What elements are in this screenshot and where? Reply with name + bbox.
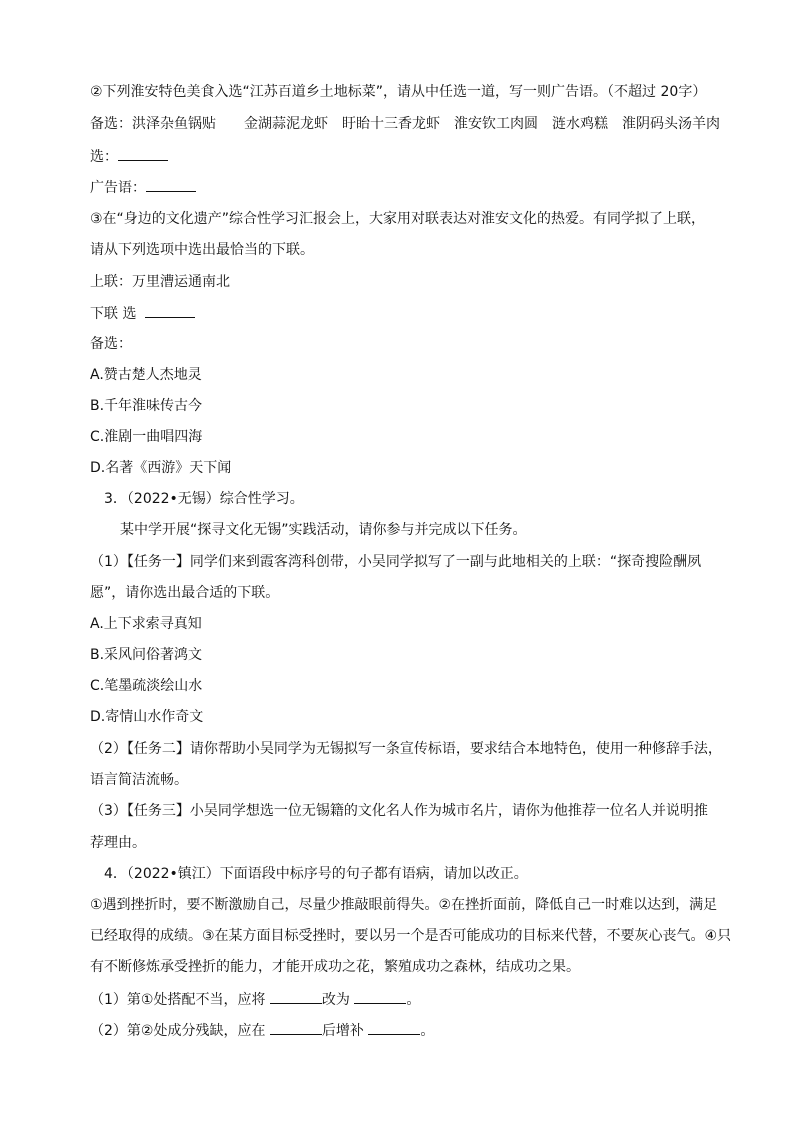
options-label: 备选：	[90, 116, 132, 132]
sub2-middle: 后增补	[321, 1023, 364, 1039]
q4-sub1	[90, 989, 420, 1010]
q3-task3-line2: 荐理由。	[90, 835, 146, 851]
sub1-middle: 改为	[321, 992, 350, 1008]
q2-item2-prompt: ②下列淮安特色美食入选“江苏百道乡土地标菜”，请从中任选一道，写一则广告语。（不超过 20字）	[90, 84, 707, 100]
q2-food-options	[90, 114, 720, 134]
sub1-blank-original[interactable]	[270, 989, 322, 1004]
food-option: 淮阴码头汤羊肉	[622, 116, 720, 132]
food-option: 洪泽杂鱼锅贴	[132, 116, 216, 132]
upper-couplet: 上联：万里漕运通南北	[90, 274, 230, 290]
choice-item: B.采风问俗著鸿文	[90, 647, 203, 663]
q4-para-line3: 有不断修炼承受挫折的能力，才能开成功之花，繁殖成功之森林，结成功之果。	[90, 959, 580, 975]
slogan-label: 广告语：	[90, 180, 146, 196]
choice-item: C.淮剧一曲唱四海	[90, 429, 203, 445]
food-option: 淮安钦工肉圆	[454, 116, 538, 132]
select-blank[interactable]	[118, 146, 168, 161]
choice-item: B.千年淮味传古今	[90, 398, 203, 414]
slogan-blank[interactable]	[146, 177, 196, 192]
food-option: 金湖蒜泥龙虾	[244, 116, 328, 132]
q4-header: 4．（2022•镇江）下面语段中标序号的句子都有语病，请加以改正。	[104, 866, 528, 882]
food-option: 盱眙十三香龙虾	[342, 116, 440, 132]
choice-item: A.上下求索寻真知	[90, 616, 202, 632]
food-option: 涟水鸡糕	[552, 116, 608, 132]
q3-task2-line2: 语言简洁流畅。	[90, 772, 188, 788]
sub1-blank-correction[interactable]	[354, 989, 406, 1004]
lower-couplet-blank[interactable]	[145, 303, 195, 318]
q3-task1-line2: 愿”，请你选出最合适的下联。	[90, 585, 280, 601]
q3-task3-line1: （3）【任务三】小吴同学想选一位无锡籍的文化名人作为城市名片，请你为他推荐一位名人并说明推	[90, 803, 708, 819]
end-mark: 。	[406, 992, 421, 1008]
lower-couplet-label: 下联 选	[90, 306, 137, 322]
sub2-blank-addition[interactable]	[368, 1020, 420, 1035]
q4-para-line2: 已经取得的成绩。③在某方面目标受挫时，要以另一个是否可能成功的目标来代替，不要灰心丧气。④只	[90, 928, 732, 944]
q2-item3-line1: ③在“身边的文化遗产”综合性学习汇报会上，大家用对联表达对淮安文化的热爱。有同学拟了上联，	[90, 211, 706, 227]
end-mark: 。	[420, 1023, 435, 1039]
lower-couplet-line	[90, 303, 195, 324]
choice-item: D.名著《西游》天下闻	[90, 460, 232, 476]
choice-item: D.寄情山水作奇文	[90, 709, 204, 725]
q2-slogan-line	[90, 177, 196, 198]
q2-beixuan-label: 备选：	[90, 336, 132, 352]
q3-header: 3．（2022•无锡）综合性学习。	[104, 491, 304, 507]
choice-item: C.笔墨疏淡绘山水	[90, 678, 203, 694]
q4-para-line1: ①遇到挫折时，要不断激励自己，尽量少推敲眼前得失。②在挫折面前，降低自己一时难以达到，满足	[90, 897, 718, 913]
select-label: 选：	[90, 149, 118, 165]
sub2-prefix: （2）第②处成分残缺，应在	[90, 1023, 266, 1039]
q2-item3-line2: 请从下列选项中选出最恰当的下联。	[90, 242, 314, 258]
q2-select-line	[90, 146, 168, 167]
q3-task1-line1: （1）【任务一】同学们来到霞客湾科创带，小吴同学拟写了一副与此地相关的上联：“探奇搜险酬夙	[90, 554, 702, 570]
q4-sub2	[90, 1020, 434, 1041]
q3-task2-line1: （2）【任务二】请你帮助小吴同学为无锡拟写一条宣传标语，要求结合本地特色，使用一种修辞手法，	[90, 741, 722, 757]
choice-item: A.赞古楚人杰地灵	[90, 367, 202, 383]
q3-intro: 某中学开展“探寻文化无锡”实践活动，请你参与并完成以下任务。	[120, 522, 527, 538]
sub2-blank-position[interactable]	[270, 1020, 322, 1035]
sub1-prefix: （1）第①处搭配不当，应将	[90, 992, 266, 1008]
